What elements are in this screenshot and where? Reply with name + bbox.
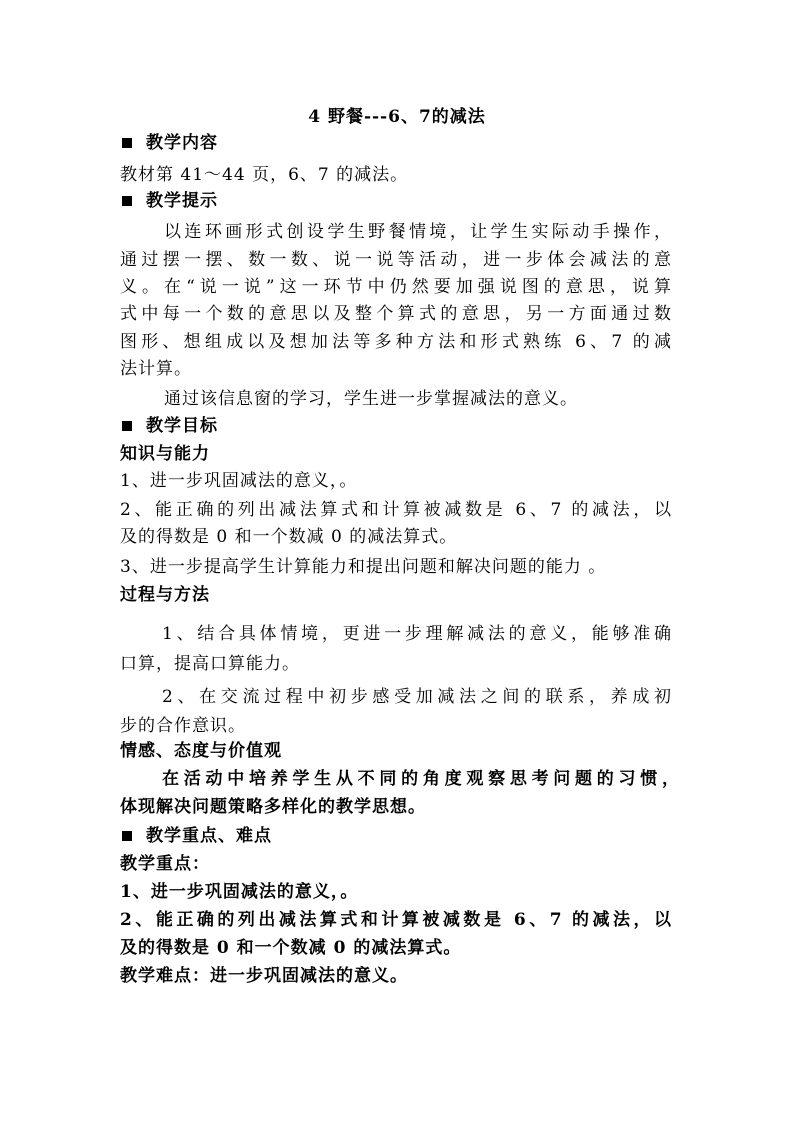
section-heading-key: 教学重点、难点 [120,823,680,849]
tips-line: 法计算。 [120,359,192,379]
knowledge-line: 3、进一步提高学生计算能力和提出问题和解决问题的能力 。 [120,557,607,577]
knowledge-line: 2、能正确的列出减法算式和计算被减数是 6、7 的减法，以 [120,500,672,520]
key-line: 2、能正确的列出减法算式和计算被减数是 6、7 的减法，以 [120,910,672,930]
subheading-emotion: 情感、态度与价值观 [120,741,282,761]
content-text: 教材第 41～44 页，6、7 的减法。 [120,165,409,185]
tips-line: 式中每一个数的意思以及整个算式的意思，另一方面通过数 [120,304,672,324]
process-line: 2、在交流过程中初步感受加减法之间的联系，养成初 [162,687,672,707]
tips-line: 图形、想组成以及想加法等多种方法和形式熟练 6、7 的减 [120,332,672,352]
square-bullet-icon [122,196,132,206]
section-heading-content: 教学内容 [120,130,680,156]
square-bullet-icon [122,138,132,148]
section-heading-tips: 教学提示 [120,188,680,214]
key-line: 及的得数是 0 和一个数减 0 的减法算式。 [120,938,462,958]
square-bullet-icon [122,421,132,431]
difficult-point: 教学难点：进一步巩固减法的意义。 [120,966,408,986]
process-line: 口算，提高口算能力。 [120,654,300,674]
tips-line: 以连环画形式创设学生野餐情境，让学生实际动手操作， [164,222,672,242]
tips-line: 义。在“说一说”这一环节中仍然要加强说图的意思，说算 [120,277,672,297]
subheading-knowledge: 知识与能力 [120,444,210,464]
tips-line: 通过该信息窗的学习，学生进一步掌握减法的意义。 [164,389,578,409]
emotion-line: 体现解决问题策略多样化的教学思想。 [120,797,426,817]
key-subheading: 教学重点： [120,854,210,874]
knowledge-line: 1、进一步巩固减法的意义，。 [120,471,358,491]
tips-line: 通过摆一摆、数一数、说一说等活动，进一步体会减法的意 [120,250,672,270]
key-line: 1、进一步巩固减法的意义，。 [120,882,359,902]
knowledge-line: 及的得数是 0 和一个数减 0 的减法算式。 [120,527,458,547]
emotion-line: 在活动中培养学生从不同的角度观察思考问题的习惯， [162,769,680,789]
process-line: 步的合作意识。 [120,716,246,736]
process-line: 1、结合具体情境，更进一步理解减法的意义，能够准确 [162,624,672,644]
subheading-process: 过程与方法 [120,585,210,605]
section-heading-goals: 教学目标 [120,413,680,439]
square-bullet-icon [122,831,132,841]
page-title: 4 野餐---6、7的减法 [308,107,486,127]
